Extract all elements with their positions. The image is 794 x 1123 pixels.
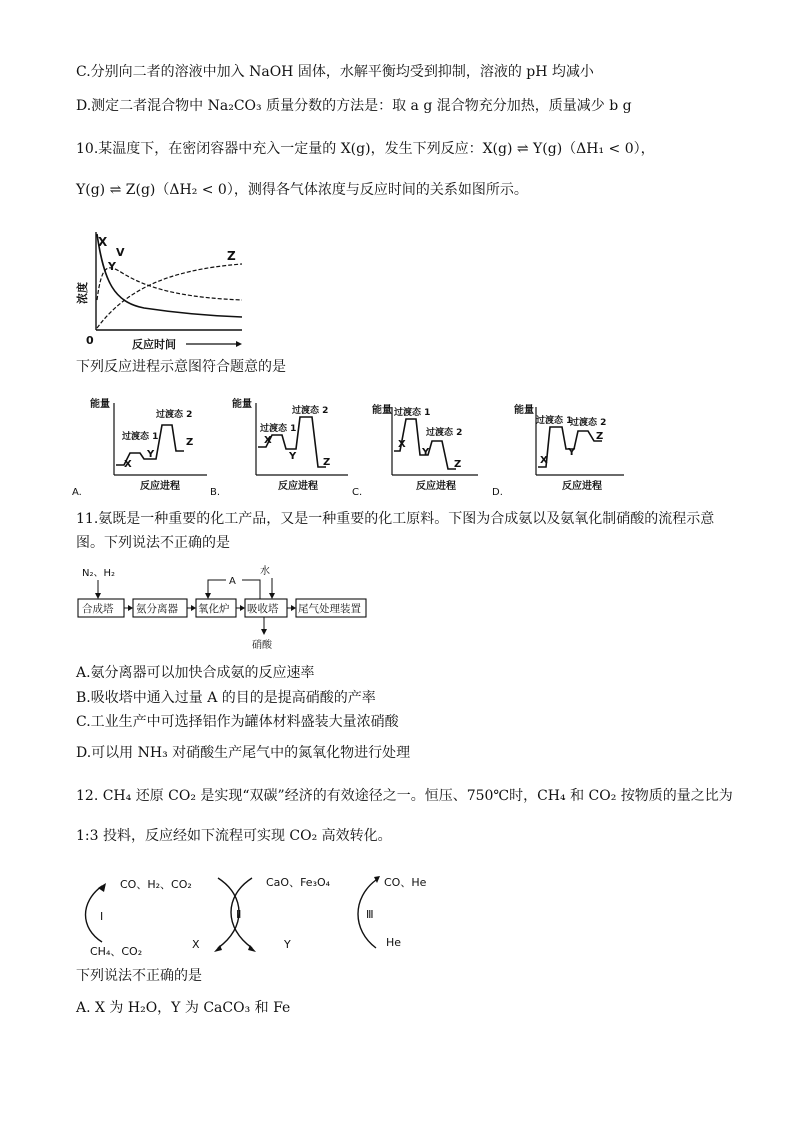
svg-text:B.: B. (210, 487, 221, 498)
svg-text:过渡态 1: 过渡态 1 (394, 408, 431, 418)
svg-text:能量: 能量 (372, 405, 392, 416)
q10-stem-line1: 10.某温度下，在密闭容器中充入一定量的 X(g)，发生下列反应：X(g) ⇌ Y(g)（ΔH₁ < 0）， (76, 141, 655, 157)
acid-label: 硝酸 (252, 640, 272, 651)
svg-text:Y: Y (284, 938, 291, 951)
svg-text:X: X (398, 439, 406, 450)
q12-stem-line2: 1:3 投料，反应经如下流程可实现 CO₂ 高效转化。 (76, 828, 392, 844)
svg-text:氨分离器: 氨分离器 (136, 603, 178, 615)
svg-text:反应进程: 反应进程 (562, 481, 602, 492)
q11-stem-line1: 11.氨既是一种重要的化工产品，又是一种重要的化工原料。下图为合成氨以及氨氧化制硝酸的流程示意 (76, 511, 715, 527)
nitric-acid-flow-diagram (74, 562, 374, 654)
svg-text:Z: Z (323, 457, 331, 468)
label-v: V (116, 246, 125, 259)
q11-option-a: A.氨分离器可以加快合成氨的反应速率 (76, 665, 315, 681)
svg-text:能量: 能量 (232, 399, 252, 410)
q11-option-d: D.可以用 NH₃ 对硝酸生产尾气中的氮氧化物进行处理 (76, 745, 411, 761)
svg-text:合成塔: 合成塔 (82, 603, 114, 615)
svg-text:A.: A. (72, 487, 82, 498)
q11-stem-line2: 图。下列说法不正确的是 (76, 535, 230, 551)
label-z: Z (227, 249, 236, 263)
svg-text:D.: D. (492, 487, 503, 498)
svg-text:Ⅱ: Ⅱ (236, 908, 242, 921)
concentration-time-chart (74, 222, 254, 352)
svg-text:X: X (124, 459, 132, 470)
energy-option-b (210, 395, 350, 500)
energy-option-d (490, 395, 630, 500)
q12-stem-line1: 12. CH₄ 还原 CO₂ 是实现“双碳”经济的有效途径之一。恒压、750℃时，CH₄ 和 CO₂ 按物质的量之比为 (76, 788, 733, 804)
svg-text:Z: Z (454, 459, 462, 470)
q10-stem-line2: Y(g) ⇌ Z(g)（ΔH₂ < 0），测得各气体浓度与反应时间的关系如图所示。 (76, 182, 528, 198)
q12-option-a: A. X 为 H₂O，Y 为 CaCO₃ 和 Fe (76, 1000, 291, 1016)
svg-text:CaO、Fe₃O₄: CaO、Fe₃O₄ (266, 876, 331, 889)
svg-text:尾气处理装置: 尾气处理装置 (298, 603, 361, 615)
q11-option-b: B.吸收塔中通入过量 A 的目的是提高硝酸的产率 (76, 690, 376, 706)
svg-text:能量: 能量 (514, 405, 534, 416)
svg-text:Y: Y (568, 447, 576, 458)
svg-text:C.: C. (352, 487, 363, 498)
origin-label: 0 (86, 334, 94, 347)
svg-text:反应进程: 反应进程 (278, 481, 318, 492)
q11-option-c: C.工业生产中可选择铝作为罐体材料盛装大量浓硝酸 (76, 714, 399, 730)
svg-text:He: He (386, 936, 402, 949)
svg-text:Ⅰ: Ⅰ (100, 910, 104, 923)
svg-text:X: X (192, 938, 200, 951)
svg-text:反应进程: 反应进程 (416, 481, 456, 492)
svg-text:氧化炉: 氧化炉 (198, 603, 230, 615)
svg-text:X: X (264, 435, 272, 446)
input-label: N₂、H₂ (82, 568, 116, 579)
svg-text:Y: Y (147, 449, 155, 460)
svg-text:吸收塔: 吸收塔 (247, 603, 279, 615)
svg-text:反应进程: 反应进程 (140, 481, 180, 492)
svg-text:Ⅲ: Ⅲ (366, 908, 374, 921)
svg-text:Z: Z (596, 431, 604, 442)
svg-text:X: X (540, 455, 548, 466)
svg-text:能量: 能量 (90, 399, 110, 410)
xlabel: 反应时间 (132, 338, 176, 351)
svg-text:过渡态 1: 过渡态 1 (122, 432, 159, 442)
svg-text:过渡态 2: 过渡态 2 (156, 410, 193, 420)
ylabel: 浓度 (76, 282, 89, 304)
label-x: X (98, 235, 108, 249)
svg-text:CO、H₂、CO₂: CO、H₂、CO₂ (120, 878, 192, 891)
q9-option-d: D.测定二者混合物中 Na₂CO₃ 质量分数的方法是：取 a g 混合物充分加热，质量减少 b g (76, 98, 632, 114)
svg-text:Y: Y (422, 447, 430, 458)
q10-prompt: 下列反应进程示意图符合题意的是 (76, 359, 286, 375)
q9-option-c: C.分别向二者的溶液中加入 NaOH 固体，水解平衡均受到抑制，溶液的 pH 均减小 (76, 64, 594, 80)
svg-text:Z: Z (186, 437, 194, 448)
svg-text:过渡态 1: 过渡态 1 (536, 416, 573, 426)
svg-text:过渡态 2: 过渡态 2 (570, 418, 607, 428)
svg-text:CO、He: CO、He (384, 876, 427, 889)
a-label: A (229, 576, 236, 587)
svg-text:Y: Y (289, 451, 297, 462)
svg-text:过渡态 1: 过渡态 1 (260, 424, 297, 434)
q12-prompt: 下列说法不正确的是 (76, 968, 202, 984)
co2-conversion-cycle (76, 866, 456, 966)
energy-option-a (72, 395, 212, 500)
label-y: Y (108, 260, 116, 273)
energy-option-c (350, 395, 490, 500)
water-label: 水 (260, 566, 270, 577)
svg-text:过渡态 2: 过渡态 2 (426, 428, 463, 438)
svg-text:CH₄、CO₂: CH₄、CO₂ (90, 945, 143, 958)
svg-text:过渡态 2: 过渡态 2 (292, 406, 329, 416)
